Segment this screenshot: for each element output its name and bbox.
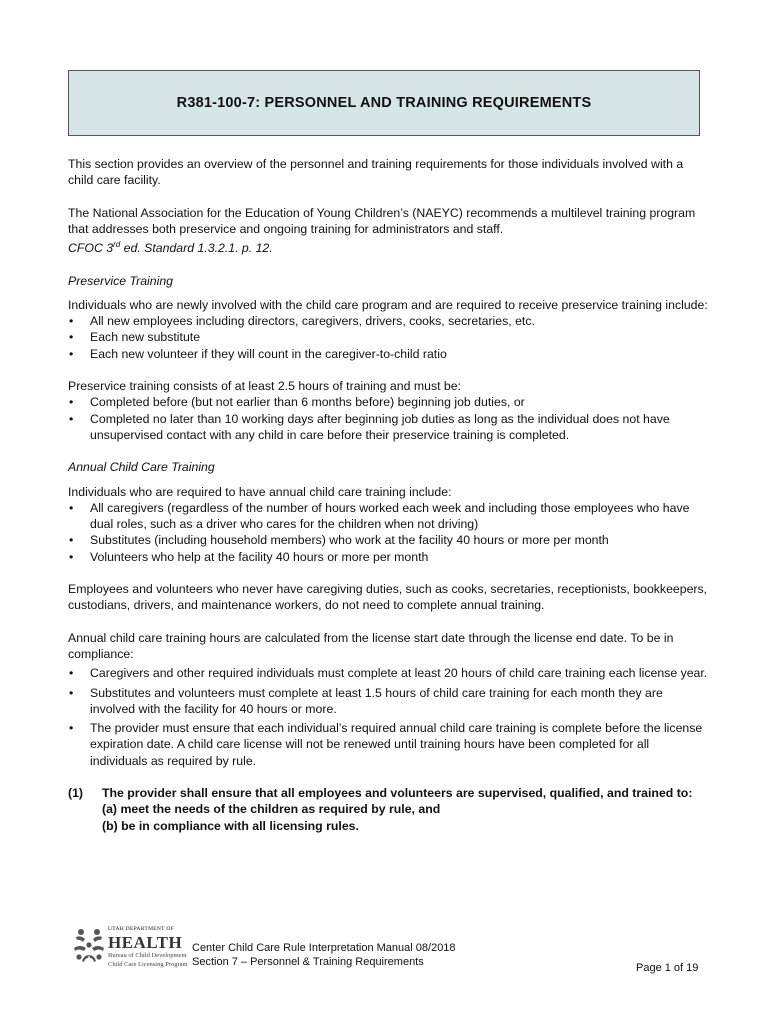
document-body [68, 156, 708, 834]
list-item: • Each new substitute [68, 329, 708, 345]
annual-calc: Annual child care training hours are calculated from the license start date through the license end date. To be in compliance: [68, 630, 674, 661]
list-item: • The provider must ensure that each individual’s required annual child care training is complete before the license expiration date. A child care license will not be renewed until training hours have been completed for all individuals as required by rule. [68, 720, 708, 769]
preservice-list [68, 313, 708, 362]
logo-health-text: HEALTH [108, 933, 183, 952]
compliance-list [68, 665, 708, 769]
list-item: • Completed before (but not earlier than 6 months before) beginning job duties, or [68, 394, 708, 410]
list-item: • Completed no later than 10 working days after beginning job duties as long as the individual does not have unsupervised contact with any child in care before their preservice training is completed. [68, 411, 708, 444]
cfoc-superscript: rd [113, 240, 121, 250]
rule-text: The provider shall ensure that all employees and volunteers are supervised, qualified, and trained to: [102, 786, 693, 800]
list-item: • All caregivers (regardless of the number of hours worked each week and including those employees who have dual roles, such as a driver who cares for the children when not driving) [68, 500, 708, 533]
list-item: • All new employees including directors, caregivers, drivers, cooks, secretaries, etc. [68, 313, 708, 329]
page-title: R381-100-7: PERSONNEL AND TRAINING REQUIREMENTS [176, 95, 592, 111]
rule-1 [68, 785, 708, 834]
cfoc-citation [68, 241, 273, 255]
annual-heading: Annual Child Care Training [68, 460, 215, 475]
list-item: • Caregivers and other required individuals must complete at least 20 hours of child care training each license year. [68, 665, 708, 681]
title-box [68, 70, 700, 136]
list-item: • Volunteers who help at the facility 40 hours or more per month [68, 549, 708, 565]
intro-paragraph: This section provides an overview of the personnel and training requirements for those individuals involved with a child care facility. [68, 157, 684, 188]
footer-manual-title: Center Child Care Rule Interpretation Manual 08/2018 [192, 942, 456, 954]
family-figures-icon [72, 928, 106, 964]
annual-list [68, 500, 708, 565]
rule-number: (1) [68, 786, 84, 800]
footer-section-title: Section 7 – Personnel & Training Requirements [192, 956, 424, 968]
naeyc-text: The National Association for the Education of Young Children’s (NAEYC) recommends a multilevel training program that addresses both preservice and ongoing training for administrators and staff. [68, 205, 696, 236]
preservice-consists: Preservice training consists of at least 2.5 hours of training and must be: [68, 379, 462, 394]
list-item: • Substitutes (including household members) who work at the facility 40 hours or more per month [68, 532, 708, 548]
list-item: • Each new volunteer if they will count in the caregiver-to-child ratio [68, 346, 708, 362]
rule-item-a: (a) meet the needs of the children as required by rule, and [102, 802, 441, 817]
footer [70, 924, 710, 984]
cfoc-suffix: ed. Standard 1.3.2.1. p. 12. [120, 241, 273, 256]
logo-bureau-text: Bureau of Child Development [108, 952, 187, 959]
preservice-lead: Individuals who are newly involved with the child care program and are required to receive preservice training include: [68, 297, 708, 312]
cfoc-prefix: CFOC 3 [68, 241, 114, 256]
health-logo [70, 924, 190, 980]
footer-text [192, 941, 456, 969]
rule-item-b: (b) be in compliance with all licensing rules. [102, 818, 359, 833]
annual-lead: Individuals who are required to have annual child care training include: [68, 484, 452, 499]
logo-program-text: Child Care Licensing Program [108, 961, 188, 968]
page-number: Page 1 of 19 [636, 962, 699, 974]
annual-exempt: Employees and volunteers who never have caregiving duties, such as cooks, secretaries, receptionists, bookkeepers, custodians, drivers, and maintenance workers, do not need to complete annual training. [68, 582, 708, 613]
rule-body [102, 785, 692, 834]
preservice-consists-list [68, 394, 708, 443]
naeyc-paragraph [68, 205, 708, 257]
logo-dept-text: UTAH DEPARTMENT OF [108, 926, 175, 932]
preservice-heading: Preservice Training [68, 273, 174, 288]
list-item: • Substitutes and volunteers must complete at least 1.5 hours of child care training for each month they are involved with the facility for 40 hours or more. [68, 685, 708, 718]
